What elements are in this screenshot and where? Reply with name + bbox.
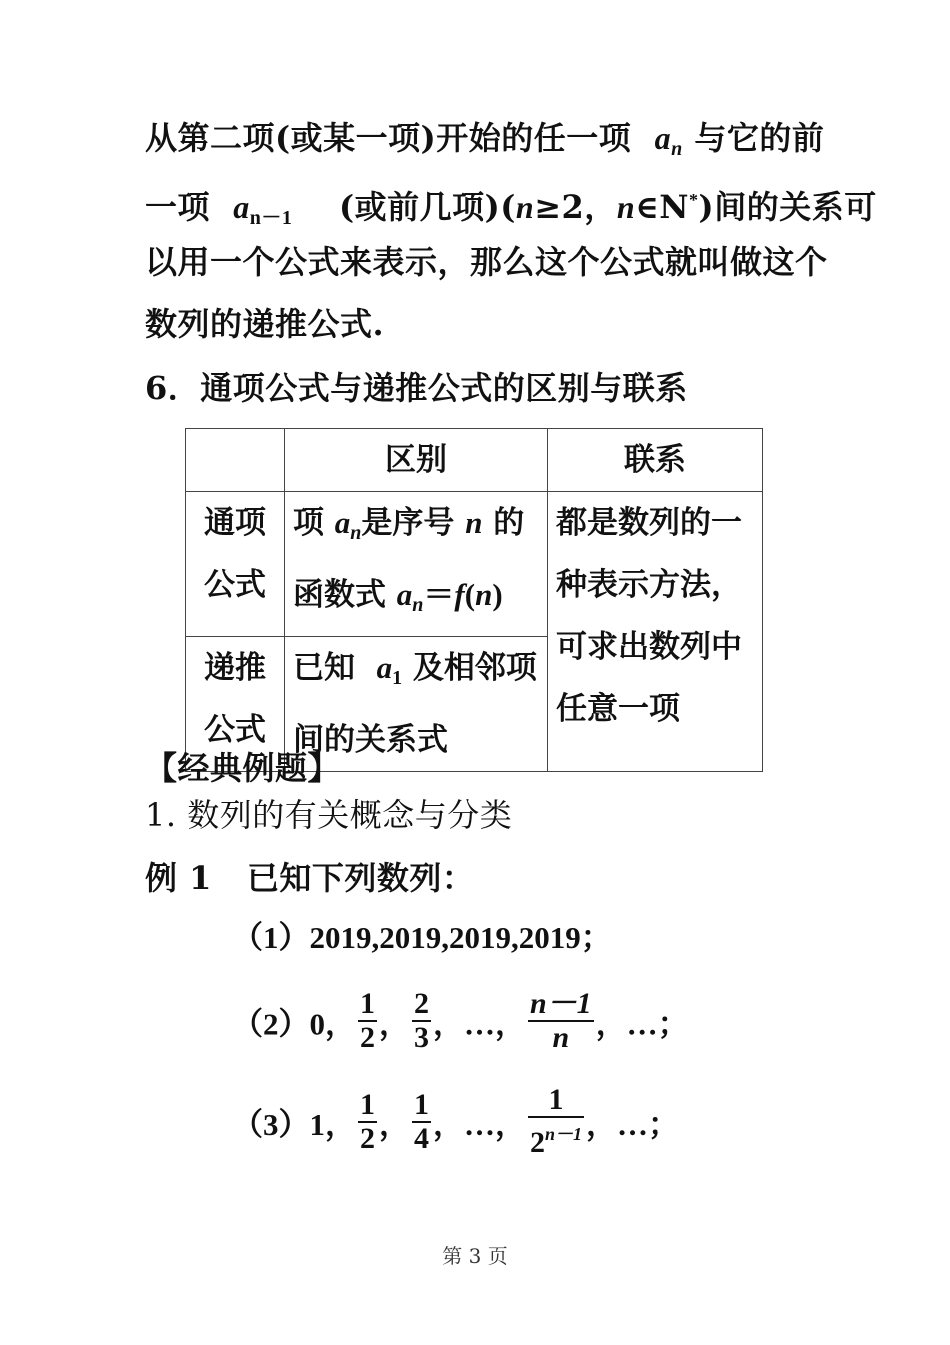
var-a: a bbox=[334, 505, 351, 540]
difference-line: 间的关系式 bbox=[293, 722, 448, 758]
text: （2）0， bbox=[232, 1006, 356, 1042]
text: ) bbox=[492, 577, 503, 612]
var-n: n bbox=[465, 505, 483, 540]
fraction bbox=[528, 988, 594, 1054]
text: 函数式 bbox=[293, 577, 386, 613]
intro-line-4: 数列的递推公式. bbox=[145, 305, 385, 343]
row-relation bbox=[548, 492, 763, 772]
table-row bbox=[186, 492, 763, 637]
sub-n-minus-1: n－1 bbox=[249, 207, 293, 229]
sub-n: n bbox=[671, 138, 683, 160]
ellipsis: ，…， bbox=[433, 1107, 526, 1142]
intro-line-1 bbox=[145, 118, 824, 169]
fraction bbox=[358, 988, 377, 1054]
text: ＝ bbox=[423, 577, 455, 613]
ellipsis: ，…， bbox=[433, 1006, 526, 1042]
text: ≥2， bbox=[534, 188, 617, 226]
text: 是序号 bbox=[361, 505, 455, 541]
var-n: n bbox=[475, 577, 493, 612]
denominator: 3 bbox=[414, 1021, 429, 1054]
text: )间的关系可 bbox=[698, 188, 877, 226]
fraction bbox=[412, 1089, 431, 1155]
exponent: n－1 bbox=[545, 1124, 583, 1144]
text: 已知下列数列： bbox=[246, 859, 475, 897]
star: * bbox=[689, 190, 699, 210]
var-a: a bbox=[376, 650, 393, 685]
text: 从第二项(或某一项)开始的任一项 bbox=[145, 119, 632, 157]
numerator: n－1 bbox=[530, 987, 592, 1020]
row-difference bbox=[285, 492, 548, 637]
numerator: 1 bbox=[360, 1087, 375, 1121]
text: 项 bbox=[293, 505, 324, 541]
text: 的 bbox=[493, 505, 525, 541]
denominator: 2 bbox=[360, 1121, 375, 1155]
header-empty bbox=[186, 429, 285, 492]
example-1-line bbox=[145, 858, 474, 898]
numerator: 1 bbox=[528, 1084, 584, 1118]
sub-n: n bbox=[412, 594, 424, 616]
label: 公式 bbox=[204, 712, 266, 748]
text: （3）1， bbox=[232, 1107, 356, 1142]
sub-n: n bbox=[350, 522, 362, 544]
denominator bbox=[528, 1118, 584, 1159]
sequence-2 bbox=[232, 988, 689, 1054]
var-a: a bbox=[233, 189, 250, 225]
relation-line: 种表示方法， bbox=[556, 567, 742, 603]
intro-line-2 bbox=[145, 180, 877, 238]
text: (或前几项)( bbox=[338, 188, 516, 226]
text: 及相邻项 bbox=[412, 650, 537, 686]
var-a: a bbox=[396, 577, 413, 612]
text: ，…； bbox=[595, 1006, 689, 1042]
var-n: n bbox=[515, 189, 535, 225]
relation-line: 可求出数列中 bbox=[556, 629, 742, 665]
sub-1: 1 bbox=[392, 667, 403, 689]
row-label-general-formula bbox=[186, 492, 285, 637]
text: ( bbox=[464, 577, 476, 612]
header-relation: 联系 bbox=[548, 429, 763, 492]
comma: ， bbox=[379, 1107, 410, 1142]
fraction bbox=[358, 1089, 377, 1155]
example-label: 例 1 bbox=[145, 859, 212, 897]
var-f: f bbox=[454, 577, 465, 612]
relation-line: 任意一项 bbox=[556, 691, 680, 727]
text: ∈N bbox=[635, 188, 690, 226]
numerator: 1 bbox=[360, 987, 375, 1020]
text: 已知 bbox=[293, 650, 355, 686]
section-6-heading: 6．通项公式与递推公式的区别与联系 bbox=[145, 369, 688, 407]
base: 2 bbox=[530, 1126, 545, 1159]
sequence-1: （1）2019,2019,2019,2019； bbox=[232, 920, 612, 955]
difference-line bbox=[293, 637, 539, 709]
numerator: 2 bbox=[414, 987, 429, 1020]
header-difference: 区别 bbox=[285, 429, 548, 492]
intro-line-3: 以用一个公式来表示，那么这个公式就叫做这个 bbox=[145, 243, 828, 281]
fraction bbox=[412, 988, 431, 1054]
text: 一项 bbox=[145, 188, 211, 226]
comma: ， bbox=[379, 1006, 410, 1042]
table-header-row bbox=[186, 429, 763, 492]
denominator: 2 bbox=[360, 1021, 375, 1054]
difference-line bbox=[293, 564, 539, 636]
difference-line bbox=[293, 492, 539, 564]
examples-heading: 【经典例题】 bbox=[145, 749, 341, 787]
examples-topic: 1. 数列的有关概念与分类 bbox=[145, 796, 513, 834]
label: 通项 bbox=[204, 505, 266, 541]
relation-line: 都是数列的一 bbox=[556, 505, 742, 541]
text: ，…； bbox=[586, 1107, 680, 1142]
label: 递推 bbox=[204, 650, 266, 686]
var-a: a bbox=[654, 120, 672, 156]
page-number: 第 3 页 bbox=[442, 1244, 508, 1268]
fraction bbox=[528, 1084, 584, 1159]
denominator: n bbox=[552, 1021, 570, 1054]
sequence-3 bbox=[232, 1084, 679, 1159]
var-n: n bbox=[616, 189, 636, 225]
label: 公式 bbox=[204, 567, 266, 603]
numerator: 1 bbox=[414, 1087, 429, 1121]
denominator: 4 bbox=[414, 1121, 429, 1155]
comparison-table bbox=[185, 428, 763, 772]
text: 与它的前 bbox=[694, 119, 825, 157]
